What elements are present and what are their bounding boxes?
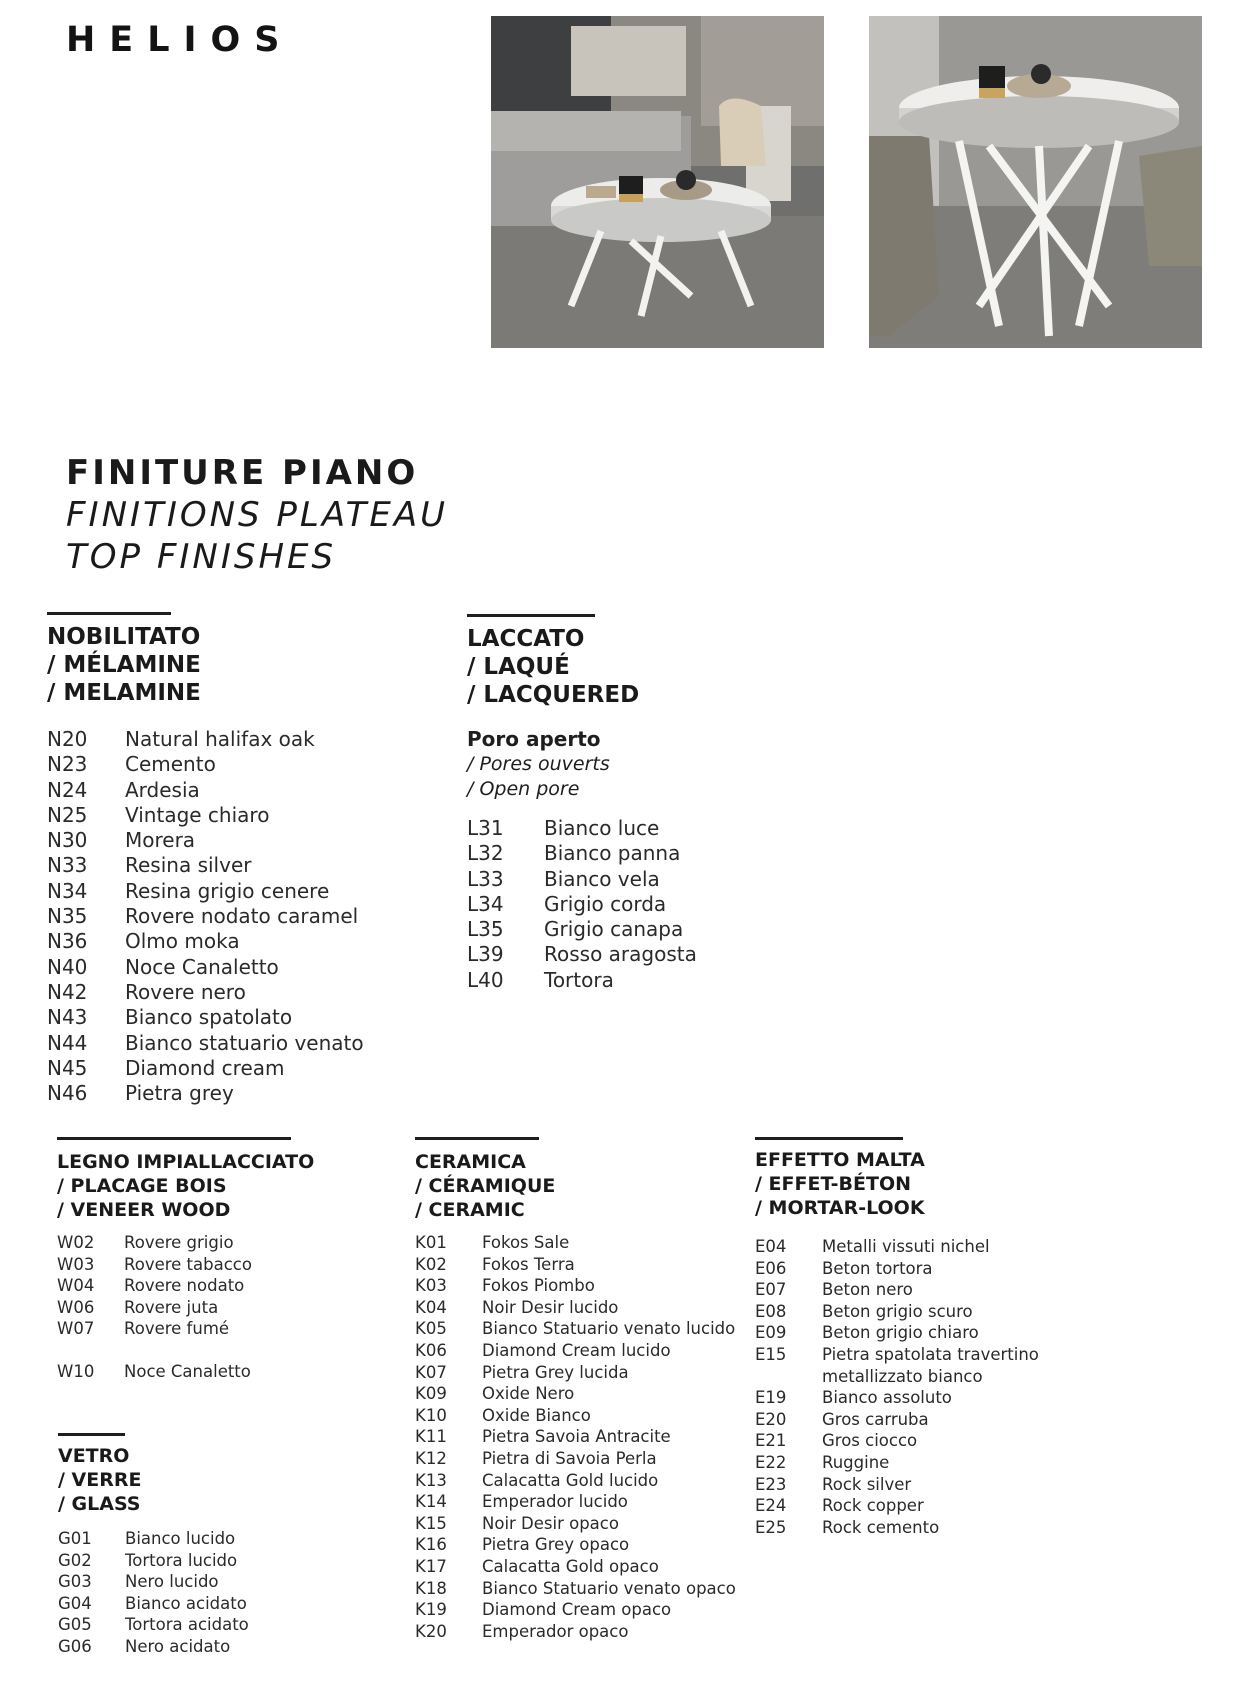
- finish-code: N45: [47, 1055, 88, 1080]
- section-title: CERAMICA / CÉRAMIQUE / CERAMIC: [415, 1151, 556, 1221]
- finish-item: [57, 1275, 314, 1297]
- finish-code: W04: [57, 1276, 95, 1296]
- finish-code: E22: [755, 1452, 787, 1472]
- finish-item: [467, 892, 697, 917]
- finish-name: Bianco vela: [544, 866, 660, 891]
- finish-name: Rovere juta: [124, 1297, 219, 1317]
- finishes-heading: [66, 452, 448, 578]
- finish-name: Natural halifax oak: [125, 727, 315, 751]
- finish-name: Rovere fumé: [124, 1319, 230, 1339]
- finish-code: K02: [415, 1254, 447, 1274]
- finish-name: Ruggine: [822, 1452, 890, 1472]
- finish-name: Gros carruba: [822, 1409, 929, 1429]
- section-rule: [58, 1433, 125, 1436]
- finish-list: [58, 1528, 249, 1658]
- finish-item: [415, 1383, 736, 1405]
- finish-code: K16: [415, 1535, 447, 1555]
- finish-name: Beton nero: [822, 1280, 913, 1300]
- photo-coffee-table: [491, 16, 824, 348]
- finish-name: Noce Canaletto: [125, 954, 279, 979]
- finish-item: [415, 1297, 736, 1319]
- finish-code: W10: [57, 1361, 95, 1381]
- finish-code: L32: [467, 841, 504, 866]
- finish-item: [47, 828, 364, 853]
- finish-name: Rock cemento: [822, 1517, 940, 1537]
- finish-name: Emperador lucido: [482, 1492, 628, 1512]
- finish-item: [755, 1387, 1039, 1409]
- finish-name: Fokos Terra: [482, 1254, 575, 1274]
- finish-code: K11: [415, 1427, 447, 1447]
- finish-code: K04: [415, 1297, 447, 1317]
- finish-code: K10: [415, 1405, 447, 1425]
- finish-name: Noir Desir opaco: [482, 1513, 619, 1533]
- finish-code: N44: [47, 1030, 88, 1055]
- finish-code: E25: [755, 1517, 787, 1537]
- subsection-title-en: / Open pore: [467, 778, 580, 800]
- finish-name: Beton tortora: [822, 1258, 933, 1278]
- finish-item: [755, 1258, 1039, 1280]
- section-rule: [755, 1137, 903, 1140]
- finish-item: [755, 1322, 1039, 1344]
- finish-item: [47, 904, 364, 929]
- finish-name: Tortora lucido: [125, 1550, 238, 1570]
- finish-name: Ardesia: [125, 777, 200, 802]
- finish-item: [755, 1409, 1039, 1431]
- finish-list: [47, 727, 364, 1106]
- finish-item: [415, 1470, 736, 1492]
- finish-item: [415, 1599, 736, 1621]
- finish-code: K17: [415, 1556, 447, 1576]
- finish-item: [467, 917, 697, 942]
- finish-code: G05: [58, 1615, 92, 1635]
- finish-code: K05: [415, 1319, 447, 1339]
- finish-name: Rovere nodato: [124, 1276, 245, 1296]
- finish-code: E23: [755, 1474, 787, 1494]
- finish-name: Emperador opaco: [482, 1621, 629, 1641]
- finish-item: [58, 1528, 249, 1550]
- finish-item: [47, 1056, 364, 1081]
- finish-code: W02: [57, 1233, 95, 1252]
- finish-name: Noir Desir lucido: [482, 1297, 619, 1317]
- finish-name: Pietra spatolata travertino: [822, 1344, 1039, 1364]
- finish-name: Pietra Savoia Antracite: [482, 1427, 671, 1447]
- section-ceramica: [415, 1137, 736, 1642]
- finish-name: Noce Canaletto: [124, 1361, 251, 1381]
- finish-name: Rovere grigio: [124, 1233, 234, 1252]
- finish-name: Diamond cream: [125, 1055, 285, 1080]
- finish-code: L35: [467, 917, 504, 942]
- section-rule: [467, 614, 595, 617]
- section-laccato: [467, 614, 697, 993]
- finish-item: [755, 1279, 1039, 1301]
- section-nobilitato: [47, 612, 364, 1106]
- finish-code: E09: [755, 1323, 787, 1343]
- finish-code: N23: [47, 752, 88, 777]
- finish-name: Resina grigio cenere: [125, 878, 330, 903]
- finish-item: [755, 1517, 1039, 1539]
- section-rule: [57, 1137, 291, 1140]
- finish-code: N46: [47, 1081, 88, 1106]
- finish-code: N34: [47, 878, 88, 903]
- finish-item: [415, 1448, 736, 1470]
- finish-code: K15: [415, 1513, 447, 1533]
- finish-item: [415, 1275, 736, 1297]
- finish-item: [58, 1614, 249, 1636]
- subsection-heading: [467, 727, 697, 802]
- finish-name: Bianco statuario venato: [125, 1030, 364, 1055]
- finish-name: Bianco Statuario venato lucido: [482, 1319, 736, 1339]
- finish-item: [467, 942, 697, 967]
- finish-code: N33: [47, 853, 88, 878]
- finish-name: Bianco assoluto: [822, 1388, 952, 1408]
- finish-name: Tortora acidato: [125, 1615, 249, 1635]
- section-title: EFFETTO MALTA / EFFET-BÉTON / MORTAR-LOOK: [755, 1149, 925, 1219]
- finish-name: Beton grigio chiaro: [822, 1323, 979, 1343]
- section-title: VETRO / VERRE / GLASS: [58, 1445, 142, 1515]
- finish-code: E21: [755, 1431, 787, 1451]
- finish-list: [57, 1232, 314, 1340]
- finish-item: [47, 853, 364, 878]
- finish-item: [57, 1361, 314, 1383]
- finish-name: Tortora: [544, 967, 614, 992]
- finish-code: N25: [47, 802, 88, 827]
- finish-item: [467, 841, 697, 866]
- finish-code: G04: [58, 1593, 92, 1613]
- finish-name: Pietra Grey opaco: [482, 1535, 630, 1555]
- finish-name: Oxide Bianco: [482, 1405, 591, 1425]
- finish-item: [755, 1430, 1039, 1452]
- finish-item: [47, 778, 364, 803]
- finish-item: [47, 955, 364, 980]
- brand-title: HELIOS: [66, 20, 294, 60]
- finish-item: [415, 1426, 736, 1448]
- finish-item: [755, 1366, 1039, 1388]
- finish-name: Vintage chiaro: [125, 802, 270, 827]
- finish-name: Resina silver: [125, 853, 252, 878]
- finish-name: Morera: [125, 828, 196, 853]
- finish-item: [415, 1621, 736, 1643]
- finish-name: Grigio canapa: [544, 917, 684, 942]
- finish-item: [415, 1534, 736, 1556]
- finish-code: N20: [47, 727, 88, 751]
- photo-dining-table: [869, 16, 1202, 348]
- finish-code: E24: [755, 1496, 787, 1516]
- section-malta: [755, 1137, 1039, 1538]
- finish-name: Rock silver: [822, 1474, 912, 1494]
- finish-name: Metalli vissuti nichel: [822, 1237, 990, 1256]
- finish-item: [58, 1550, 249, 1572]
- finish-item: [755, 1452, 1039, 1474]
- finish-name: Pietra Grey lucida: [482, 1362, 629, 1382]
- heading-en: TOP FINISHES: [66, 537, 337, 577]
- finish-code: E08: [755, 1301, 787, 1321]
- finish-item: [755, 1344, 1039, 1366]
- finish-code: K07: [415, 1362, 447, 1382]
- finish-item: [415, 1318, 736, 1340]
- finish-name: Bianco acidato: [125, 1593, 247, 1613]
- finish-item: [57, 1232, 314, 1254]
- finish-name: Diamond Cream opaco: [482, 1600, 672, 1620]
- finish-item: [415, 1578, 736, 1600]
- finish-code: G02: [58, 1550, 92, 1570]
- finish-item: [755, 1474, 1039, 1496]
- finish-code: E04: [755, 1237, 787, 1256]
- finish-name: Gros ciocco: [822, 1431, 918, 1451]
- finish-item: [415, 1513, 736, 1535]
- finish-item: [415, 1405, 736, 1427]
- finish-name: Bianco panna: [544, 841, 681, 866]
- finish-item: [415, 1556, 736, 1578]
- finish-item: [415, 1254, 736, 1276]
- finish-item: [47, 752, 364, 777]
- finish-code: E07: [755, 1280, 787, 1300]
- finish-code: K20: [415, 1621, 447, 1641]
- finish-code: N30: [47, 828, 88, 853]
- finish-list: [415, 1232, 736, 1642]
- finish-item: [415, 1232, 736, 1254]
- finish-list-extra: [57, 1361, 314, 1383]
- finish-item: [755, 1495, 1039, 1517]
- section-rule: [415, 1137, 539, 1140]
- finish-item: [47, 1031, 364, 1056]
- finish-code: N35: [47, 904, 88, 929]
- finish-code: G01: [58, 1529, 92, 1548]
- finish-item: [47, 727, 364, 752]
- finish-item: [58, 1571, 249, 1593]
- finish-name: metallizzato bianco: [822, 1366, 983, 1386]
- finish-name: Diamond Cream lucido: [482, 1340, 671, 1360]
- finish-name: Fokos Sale: [482, 1233, 570, 1252]
- finish-name: Rovere tabacco: [124, 1254, 252, 1274]
- finish-code: K12: [415, 1448, 447, 1468]
- finish-item: [47, 1081, 364, 1106]
- finish-code: E19: [755, 1388, 787, 1408]
- finish-code: L31: [467, 816, 504, 840]
- section-title: NOBILITATO / MÉLAMINE / MELAMINE: [47, 624, 201, 706]
- finish-item: [47, 1005, 364, 1030]
- finish-name: Pietra grey: [125, 1081, 234, 1106]
- heading-it: FINITURE PIANO: [66, 453, 419, 493]
- finish-code: L33: [467, 866, 504, 891]
- finish-code: N36: [47, 929, 88, 954]
- section-rule: [47, 612, 171, 615]
- finish-name: Fokos Piombo: [482, 1276, 595, 1296]
- finish-item: [755, 1236, 1039, 1258]
- finish-item: [58, 1636, 249, 1658]
- finish-name: Bianco Statuario venato opaco: [482, 1578, 736, 1598]
- finish-item: [57, 1318, 314, 1340]
- finish-code: K18: [415, 1578, 447, 1598]
- finish-code: K19: [415, 1600, 447, 1620]
- finish-code: N42: [47, 979, 88, 1004]
- finish-code: N40: [47, 954, 88, 979]
- finish-name: Calacatta Gold opaco: [482, 1556, 659, 1576]
- finish-item: [57, 1297, 314, 1319]
- finish-name: Cemento: [125, 752, 216, 777]
- finish-name: Beton grigio scuro: [822, 1301, 973, 1321]
- finish-name: Nero lucido: [125, 1572, 219, 1592]
- finish-item: [47, 929, 364, 954]
- finish-item: [47, 980, 364, 1005]
- finish-code: G03: [58, 1572, 92, 1592]
- finish-name: Grigio corda: [544, 891, 667, 916]
- finish-code: K03: [415, 1276, 447, 1296]
- subsection-title: Poro aperto: [467, 727, 601, 751]
- finish-list: [755, 1236, 1039, 1538]
- finish-code: K09: [415, 1384, 447, 1404]
- finish-code: E20: [755, 1409, 787, 1429]
- finish-item: [415, 1362, 736, 1384]
- finish-item: [47, 803, 364, 828]
- finish-name: Rovere nero: [125, 979, 246, 1004]
- finish-code: N43: [47, 1005, 88, 1030]
- finish-item: [415, 1491, 736, 1513]
- finish-name: Bianco luce: [544, 816, 660, 840]
- finish-name: Rock copper: [822, 1496, 924, 1516]
- section-title: LEGNO IMPIALLACCIATO / PLACAGE BOIS / VENEER WOOD: [57, 1151, 315, 1221]
- finish-code: K13: [415, 1470, 447, 1490]
- finish-name: Olmo moka: [125, 929, 240, 954]
- subsection-title-fr: / Pores ouverts: [467, 753, 610, 775]
- finish-list: [467, 816, 697, 993]
- finish-code: L40: [467, 967, 504, 992]
- finish-code: N24: [47, 777, 88, 802]
- finish-code: L34: [467, 891, 504, 916]
- finish-item: [467, 816, 697, 841]
- section-vetro: [58, 1433, 249, 1658]
- finish-code: L39: [467, 942, 504, 967]
- finish-name: Rovere nodato caramel: [125, 904, 359, 929]
- finish-name: Bianco spatolato: [125, 1005, 293, 1030]
- heading-fr: FINITIONS PLATEAU: [66, 495, 449, 535]
- finish-code: W06: [57, 1297, 95, 1317]
- finish-item: [467, 968, 697, 993]
- finish-name: Nero acidato: [125, 1636, 231, 1656]
- section-title: LACCATO / LAQUÉ / LACQUERED: [467, 626, 640, 708]
- finish-code: K01: [415, 1233, 447, 1252]
- finish-code: E06: [755, 1258, 787, 1278]
- finish-item: [467, 867, 697, 892]
- finish-code: K06: [415, 1340, 447, 1360]
- finish-name: Bianco lucido: [125, 1529, 236, 1548]
- finish-name: Calacatta Gold lucido: [482, 1470, 659, 1490]
- finish-name: Rosso aragosta: [544, 942, 697, 967]
- finish-item: [58, 1593, 249, 1615]
- finish-item: [57, 1254, 314, 1276]
- section-legno: [57, 1137, 314, 1383]
- finish-item: [415, 1340, 736, 1362]
- finish-item: [755, 1301, 1039, 1323]
- finish-item: [47, 879, 364, 904]
- finish-name: Oxide Nero: [482, 1384, 575, 1404]
- finish-code: E15: [755, 1344, 787, 1364]
- finish-name: Pietra di Savoia Perla: [482, 1448, 657, 1468]
- finish-code: G06: [58, 1636, 92, 1656]
- finish-code: K14: [415, 1492, 447, 1512]
- finish-code: W03: [57, 1254, 95, 1274]
- finish-code: W07: [57, 1319, 95, 1339]
